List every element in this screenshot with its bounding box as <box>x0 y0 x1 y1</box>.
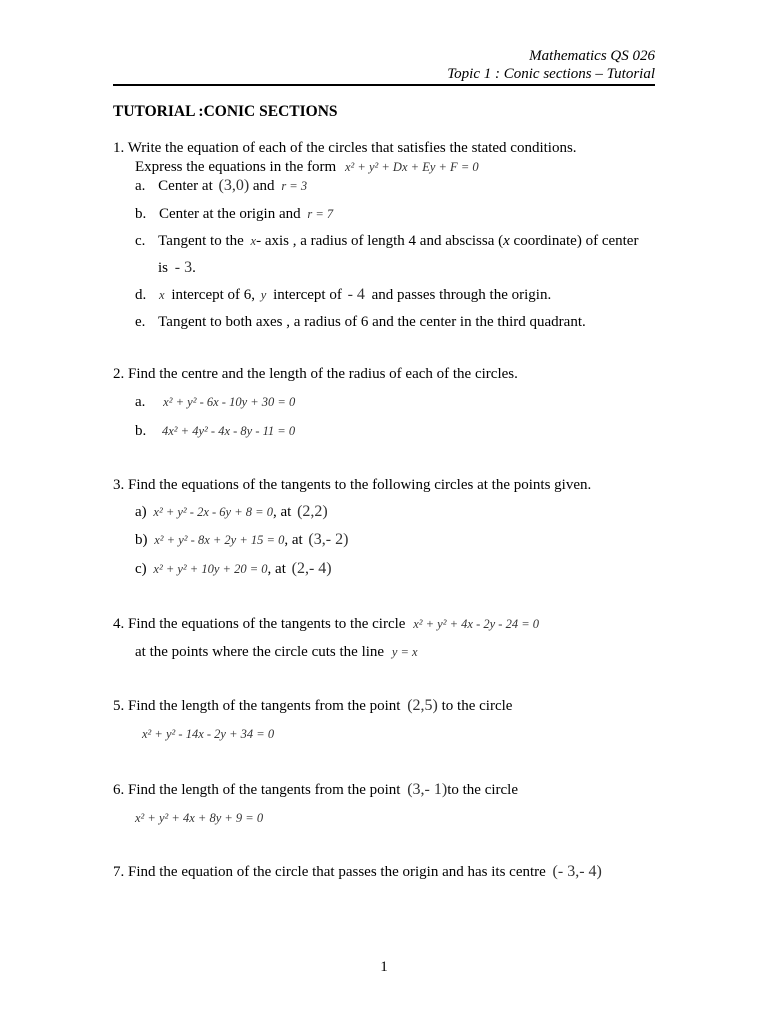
q1-c-x-axis: x <box>250 234 257 248</box>
q1-d-text-1: intercept of 6, <box>171 287 256 303</box>
q4-equation: x² + y² + 4x - 2y - 24 = 0 <box>413 617 540 631</box>
q1-c-text-3: coordinate) of center <box>509 233 639 249</box>
q2-intro: 2. Find the centre and the length of the radius of each of the circles. <box>113 366 518 382</box>
q3-b-at: , at <box>284 532 303 548</box>
q1-c-period: . <box>192 260 196 276</box>
q2-b-label: b. <box>135 423 147 439</box>
q1-item-c-line-2 <box>158 258 196 278</box>
q2-b-equation: 4x² + 4y² - 4x - 8y - 11 = 0 <box>162 424 296 438</box>
q3-item-a <box>135 502 328 522</box>
q4-intro: 4. Find the equations of the tangents to the circle <box>113 616 406 632</box>
header-line-2: Topic 1 : Conic sections – Tutorial <box>447 66 655 82</box>
q5-line-2 <box>142 724 274 744</box>
q2-item-b <box>135 421 295 441</box>
q3-item-b <box>135 530 348 550</box>
q1-c-x-coordinate: x <box>503 233 510 249</box>
q2-item-a <box>135 392 295 412</box>
q1-c-line-2-value: - 3 <box>174 259 193 276</box>
q1-c-text-2: - axis , a radius of length 4 and abscissa ( <box>256 233 504 249</box>
q3-a-point: (2,2) <box>297 503 328 520</box>
q3-b-equation: x² + y² - 8x + 2y + 15 = 0 <box>154 533 285 547</box>
q6-equation: x² + y² + 4x + 8y + 9 = 0 <box>135 811 264 825</box>
q7-line-1 <box>113 862 602 882</box>
q1-item-b <box>135 204 333 224</box>
q3-c-label: c) <box>135 561 147 577</box>
q3-b-label: b) <box>135 532 148 548</box>
q1-a-radius: r = 3 <box>281 179 308 193</box>
q5-point: (2,5) <box>407 697 438 714</box>
q6-tail: to the circle <box>447 782 518 798</box>
q2-a-equation: x² + y² - 6x - 10y + 30 = 0 <box>163 395 296 409</box>
q1-item-a <box>135 176 307 196</box>
q1-a-and: and <box>252 178 275 194</box>
header-rule <box>113 84 655 86</box>
q1-d-text-2: intercept of <box>273 287 342 303</box>
q1-d-value: - 4 <box>347 286 365 303</box>
q3-intro: 3. Find the equations of the tangents to the following circles at the points given. <box>113 477 592 493</box>
q1-intro: 1. Write the equation of each of the circles that satisfies the stated conditions. <box>113 140 577 156</box>
q1-item-d <box>135 285 551 305</box>
q5-equation: x² + y² - 14x - 2y + 34 = 0 <box>142 727 275 741</box>
q5-intro: 5. Find the length of the tangents from the point <box>113 698 401 714</box>
q1-c-text-1: Tangent to the <box>158 233 244 249</box>
q3-a-equation: x² + y² - 2x - 6y + 8 = 0 <box>153 505 273 519</box>
q5-line-1 <box>113 696 512 716</box>
q1-c-label: c. <box>135 233 146 249</box>
q1-item-e <box>135 312 586 332</box>
q7-intro: 7. Find the equation of the circle that passes the origin and has its centre <box>113 864 546 880</box>
q1-intro-2-text: Express the equations in the form <box>135 159 337 175</box>
q3-b-point: (3,- 2) <box>308 531 349 548</box>
q1-e-text: Tangent to both axes , a radius of 6 and the center in the third quadrant. <box>158 314 586 330</box>
q3-c-point: (2,- 4) <box>291 560 332 577</box>
q1-form-equation: x² + y² + Dx + Ey + F = 0 <box>344 160 479 174</box>
page-title: TUTORIAL :CONIC SECTIONS <box>113 103 338 120</box>
q3-a-at: , at <box>272 504 292 520</box>
page-number: 1 <box>380 959 388 975</box>
q1-d-text-3: and passes through the origin. <box>371 287 552 303</box>
q1-b-label: b. <box>135 206 147 222</box>
header-line-1: Mathematics QS 026 <box>529 48 655 64</box>
q3-a-label: a) <box>135 504 147 520</box>
q6-intro: 6. Find the length of the tangents from the point <box>113 782 401 798</box>
q5-tail: to the circle <box>441 698 513 714</box>
q4-line-equation: y = x <box>391 645 418 659</box>
q3-c-equation: x² + y² + 10y + 20 = 0 <box>153 562 268 576</box>
q1-d-label: d. <box>135 287 147 303</box>
q1-c-line-2-is: is <box>158 260 169 276</box>
q1-b-radius: r = 7 <box>307 207 334 221</box>
q3-c-at: , at <box>267 561 286 577</box>
q4-line-1 <box>113 614 539 634</box>
q1-e-label: e. <box>135 314 146 330</box>
q4-line-2 <box>135 642 418 662</box>
q6-line-2 <box>135 808 263 828</box>
q1-b-text: Center at the origin and <box>159 206 301 222</box>
q1-item-c-line-1 <box>135 231 638 251</box>
q1-a-point: (3,0) <box>218 177 250 194</box>
q7-point: (- 3,- 4) <box>552 863 602 880</box>
q1-a-label: a. <box>135 178 146 194</box>
q6-line-1 <box>113 780 518 800</box>
q1-a-text: Center at <box>158 178 213 194</box>
q4-line-2-text: at the points where the circle cuts the line <box>135 644 385 660</box>
q1-intro-2 <box>135 157 479 177</box>
q3-item-c <box>135 559 332 579</box>
q2-a-label: a. <box>135 394 146 410</box>
q6-point: (3,- 1) <box>407 781 448 798</box>
q1-d-x: x <box>159 288 165 302</box>
q1-d-y: y <box>260 288 267 302</box>
